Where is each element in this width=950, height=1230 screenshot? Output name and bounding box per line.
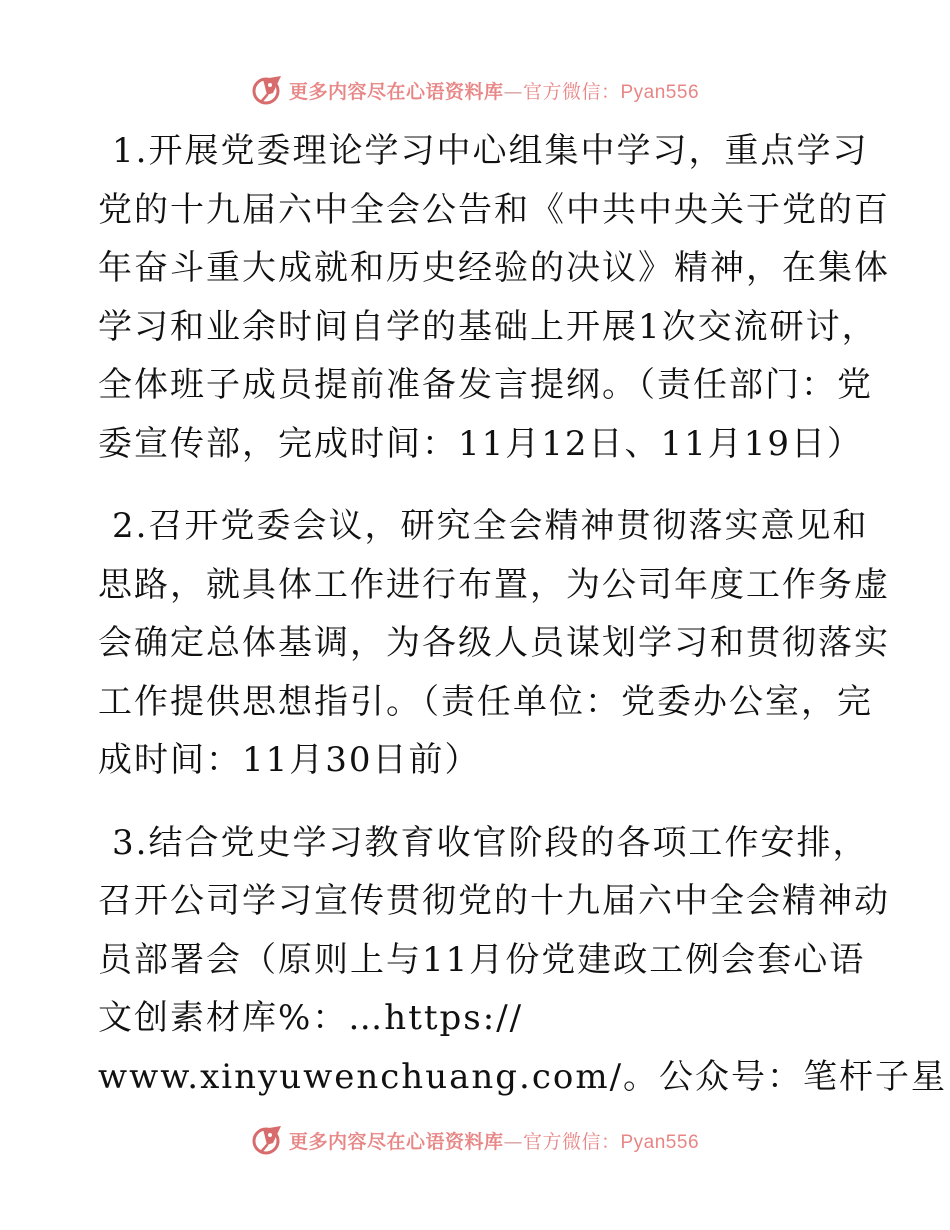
header-wechat-id: Pyan556 (620, 81, 700, 103)
header-site-text: 更多内容尽在心语资料库 (288, 80, 504, 103)
paragraph-line: 年奋斗重大成就和历史经验的决议》精神，在集体 (98, 248, 890, 288)
paragraph-line: 2.召开党委会议，研究全会精神贯彻落实意见和 (112, 506, 869, 546)
paragraph-line: 员部署会（原则上与11月份党建政工例会套心语 (98, 939, 866, 980)
footer-site-text: 更多内容尽在心语资料库 (288, 1130, 504, 1153)
paragraph-line: 思路，就具体工作进行布置，为公司年度工作务虚 (98, 564, 890, 605)
paragraph-line: 会确定总体基调，为各级人员谋划学习和贯彻落实 (98, 623, 890, 663)
paragraph-1 (98, 122, 890, 473)
footer-dash: — (503, 1130, 523, 1153)
header-wechat-label: 官方微信： (522, 80, 621, 103)
paragraph-line: 3.结合党史学习教育收官阶段的各项工作安排， (112, 822, 869, 863)
header-dash: — (503, 80, 523, 103)
pen-logo-icon (251, 73, 285, 107)
header-banner-text (289, 77, 699, 104)
paragraph-line: 全体班子成员提前准备发言提纲。（责任部门：党 (98, 365, 873, 405)
paragraph-line: 文创素材库%：…https:// (98, 998, 524, 1038)
paragraph-3 (98, 814, 948, 1107)
footer-banner-text (289, 1127, 699, 1154)
footer-banner (0, 1120, 950, 1160)
paragraph-line: 召开公司学习宣传贯彻党的十九届六中全会精神动 (98, 881, 890, 921)
paragraph-line: www.xinyuwenchuang.com/。公众号：笔杆子星 (98, 1056, 948, 1097)
pen-logo-icon (251, 1123, 285, 1157)
paragraph-line: 学习和业余时间自学的基础上开展1次交流研讨， (98, 306, 878, 347)
paragraph-line: 党的十九届六中全会公告和《中共中央关于党的百 (98, 189, 890, 230)
header-banner-content (251, 73, 699, 107)
paragraph-line: 委宣传部，完成时间：11月12日、11月19日） (98, 423, 864, 464)
footer-wechat-id: Pyan556 (620, 1131, 700, 1153)
paragraph-2 (98, 497, 890, 790)
footer-banner-content (251, 1123, 699, 1157)
document-body (98, 122, 948, 1130)
header-banner (0, 70, 950, 110)
paragraph-line: 1.开展党委理论学习中心组集中学习，重点学习 (112, 131, 869, 171)
footer-wechat-label: 官方微信： (522, 1130, 621, 1153)
paragraph-line: 工作提供思想指引。（责任单位：党委办公室，完 (98, 681, 873, 722)
paragraph-line: 成时间：11月30日前） (98, 740, 481, 780)
